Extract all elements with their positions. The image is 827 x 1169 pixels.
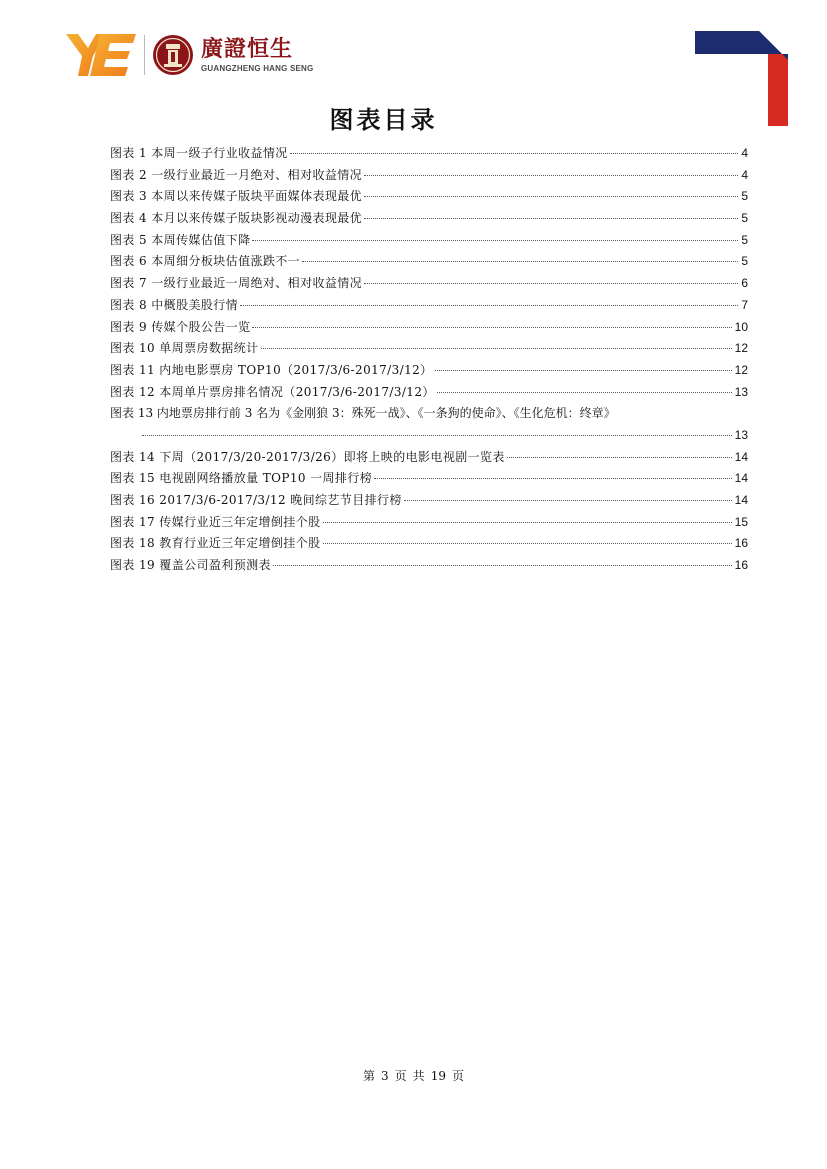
toc-entry-title: 图表 11 内地电影票房 TOP10（2017/3/6-2017/3/12） (110, 362, 433, 377)
dot-leader (252, 240, 738, 241)
toc-entry-title: 图表 16 2017/3/6-2017/3/12 晚间综艺节目排行榜 (110, 493, 402, 507)
dot-leader (364, 175, 738, 176)
toc-entry-page: 14 (734, 449, 748, 464)
toc-entry-page: 14 (734, 471, 748, 486)
toc-entry-title: 图表 18 教育行业近三年定增倒挂个股 (110, 536, 321, 551)
corner-red-band (768, 54, 788, 126)
company-logo (66, 30, 313, 80)
toc-entry-title: 图表 13 内地票房排行前 3 名为《金刚狼 3：殊死一战》、《一条狗的使命》、《生化危机：终章》 (110, 406, 616, 421)
toc-entry-title: 图表 19 覆盖公司盈利预测表 (110, 558, 271, 573)
toc-entry-page: 5 (741, 211, 748, 226)
toc-entry-title: 图表 4 本月以来传媒子版块影视动漫表现最优 (110, 211, 363, 226)
toc-entry-title: 图表 7 一级行业最近一周绝对、相对收益情况 (110, 276, 363, 291)
toc-entry[interactable] (110, 165, 748, 187)
footer-suffix: 页 (451, 1069, 464, 1083)
page-title: 图表目录 (329, 106, 438, 134)
toc-entry[interactable] (110, 512, 748, 534)
toc-entry-title: 图表 3 本周以来传媒子版块平面媒体表现最优 (110, 189, 363, 204)
footer-page-word: 页 (394, 1069, 407, 1083)
toc-entry-page: 13 (734, 384, 748, 399)
figure-list (110, 143, 748, 577)
toc-entry[interactable] (110, 533, 748, 555)
toc-entry-title: 图表 17 传媒行业近三年定增倒挂个股 (110, 514, 321, 529)
dot-leader (364, 218, 738, 219)
toc-entry-title: 图表 8 中概股美股行情 (110, 297, 239, 312)
page-footer (0, 1068, 827, 1084)
ye-logo-icon (66, 32, 138, 78)
toc-entry-title: 图表 15 电视剧网络播放量 TOP10 一周排行榜 (110, 471, 373, 486)
toc-entry-page: 5 (741, 254, 748, 269)
dot-leader (323, 522, 732, 523)
toc-entry[interactable] (110, 490, 748, 512)
toc-entry-page: 4 (741, 146, 748, 160)
dot-leader (435, 370, 732, 371)
dot-leader (261, 348, 732, 349)
dot-leader (302, 261, 738, 262)
toc-entry[interactable] (110, 317, 748, 339)
toc-entry[interactable] (110, 403, 748, 446)
toc-entry[interactable] (110, 360, 748, 382)
footer-prefix: 第 (363, 1069, 376, 1083)
total-page-count: 19 (430, 1069, 446, 1083)
toc-entry-page: 5 (741, 232, 748, 247)
toc-entry-page: 4 (741, 167, 748, 182)
toc-entry[interactable] (110, 230, 748, 252)
brand-text (201, 37, 313, 74)
brand-name-en: GUANGZHENG HANG SENG (201, 63, 314, 73)
toc-entry[interactable] (110, 295, 748, 317)
toc-entry-title: 图表 2 一级行业最近一月绝对、相对收益情况 (110, 167, 363, 182)
toc-entry[interactable] (110, 555, 748, 577)
toc-entry-title: 图表 12 本周单片票房排名情况（2017/3/6-2017/3/12） (110, 384, 435, 399)
toc-entry-title: 图表 1 本周一级子行业收益情况 (110, 146, 288, 160)
dot-leader (273, 565, 732, 566)
toc-entry[interactable] (110, 273, 748, 295)
toc-entry-title: 图表 14 下周（2017/3/20-2017/3/26）即将上映的电影电视剧一览表 (110, 449, 505, 464)
toc-entry[interactable] (110, 208, 748, 230)
toc-entry-page: 6 (741, 276, 748, 291)
dot-leader (364, 283, 738, 284)
toc-entry-page: 16 (734, 558, 748, 573)
dot-leader (323, 543, 732, 544)
toc-entry-page: 12 (734, 362, 748, 377)
dot-leader (142, 435, 732, 436)
dot-leader (240, 305, 738, 306)
brand-name-cn: 廣證恒生 (201, 36, 294, 62)
dot-leader (364, 196, 738, 197)
dot-leader (437, 392, 732, 393)
toc-entry[interactable] (110, 447, 748, 469)
seal-icon (152, 34, 194, 76)
toc-entry[interactable] (110, 143, 748, 165)
current-page-number: 3 (381, 1069, 389, 1083)
dot-leader (404, 500, 732, 501)
toc-entry-page: 10 (734, 319, 748, 334)
toc-entry[interactable] (110, 338, 748, 360)
dot-leader (252, 327, 731, 328)
toc-entry-page: 14 (734, 493, 748, 507)
toc-entry-title: 图表 6 本周细分板块估值涨跌不一 (110, 254, 301, 269)
toc-entry-page: 16 (734, 536, 748, 551)
dot-leader (374, 478, 732, 479)
toc-entry[interactable] (110, 186, 748, 208)
toc-entry-page: 5 (741, 189, 748, 204)
toc-entry-title: 图表 9 传媒个股公告一览 (110, 319, 251, 334)
logo-divider (144, 35, 145, 75)
dot-leader (507, 457, 732, 458)
toc-entry-title: 图表 5 本周传媒估值下降 (110, 232, 251, 247)
toc-entry[interactable] (110, 468, 748, 490)
toc-entry[interactable] (110, 251, 748, 273)
toc-entry-title: 图表 10 单周票房数据统计 (110, 341, 259, 356)
footer-total-word: 共 (412, 1069, 425, 1083)
toc-entry[interactable] (110, 382, 748, 404)
toc-entry-page: 7 (741, 297, 748, 312)
toc-entry-page: 15 (734, 514, 748, 529)
dot-leader (290, 153, 739, 154)
toc-entry-page: 13 (734, 427, 748, 442)
toc-entry-continuation (110, 425, 748, 447)
toc-entry-page: 12 (734, 341, 748, 356)
